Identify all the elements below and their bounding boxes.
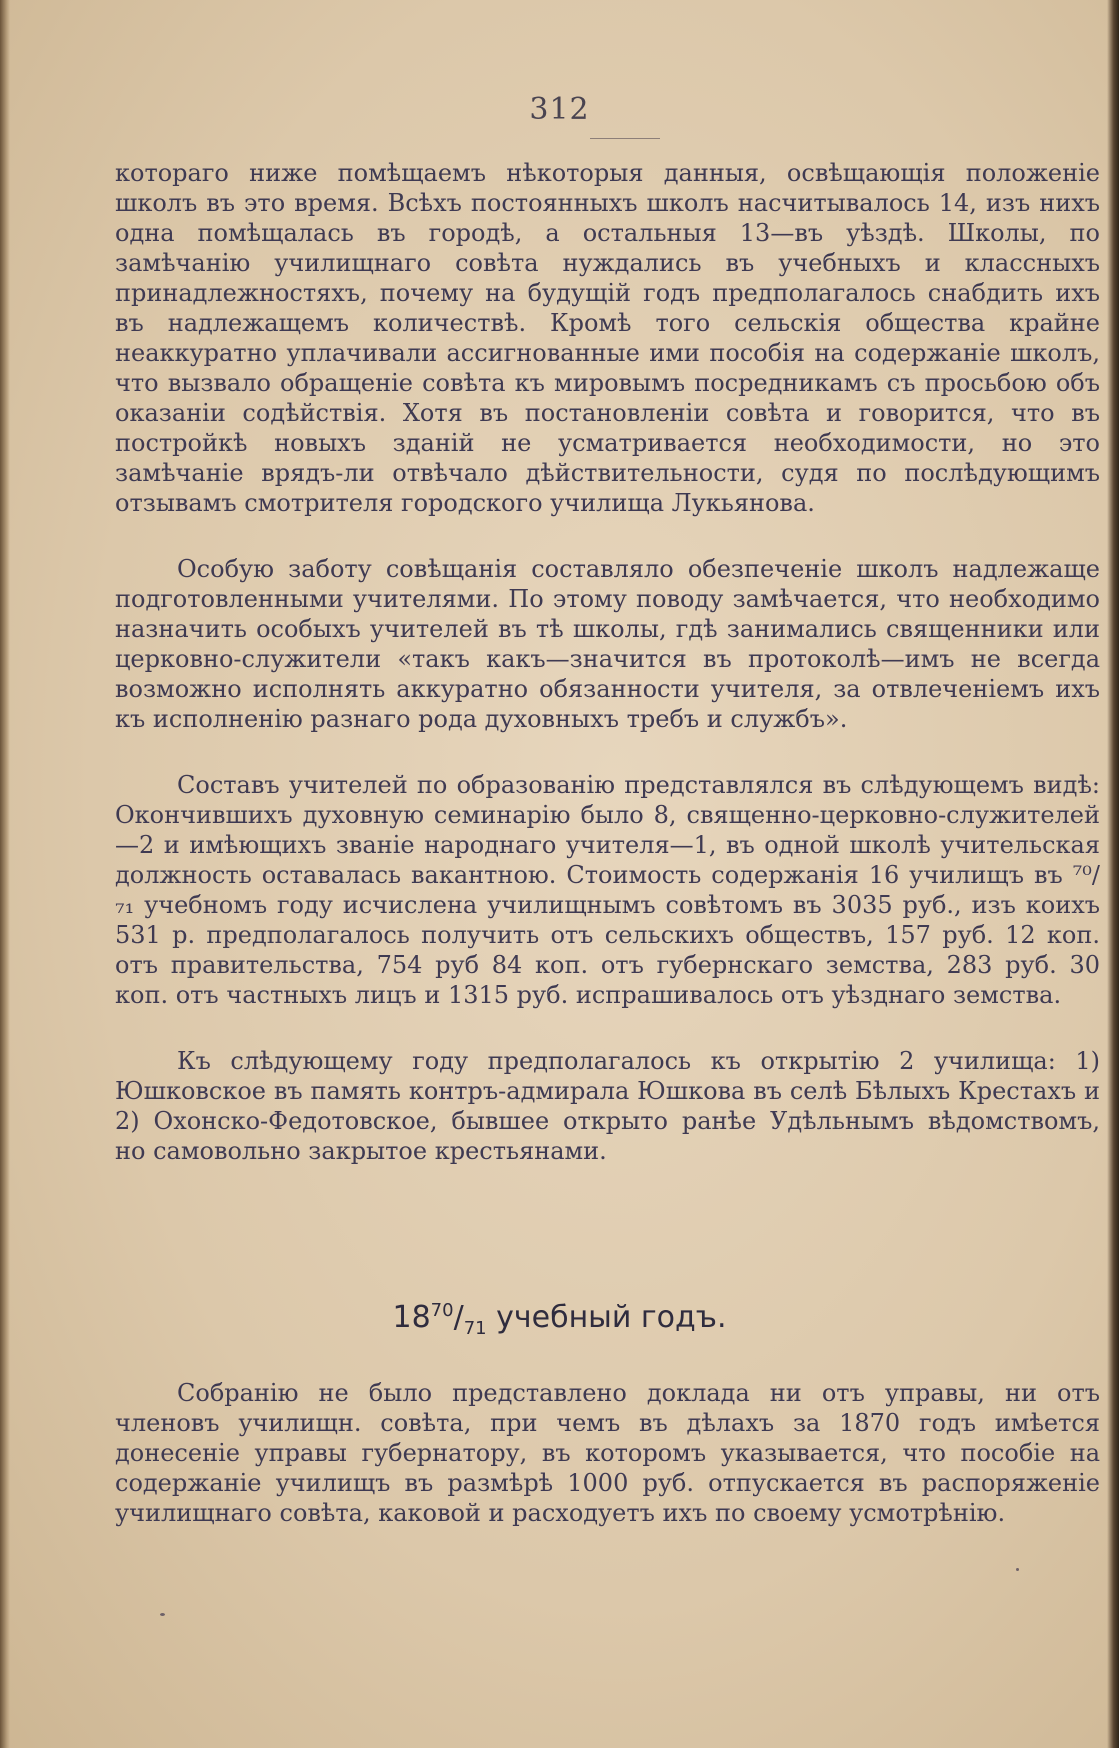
page-binding-edge bbox=[1107, 0, 1119, 1748]
paragraph-schools-data: котораго ниже помѣщаемъ нѣкоторыя данныя, освѣщающія положеніе школъ въ это время. Всѣхъ постоянныхъ школъ насчитывалось 14, изъ нихъ одна помѣщалась въ городѣ, а остальныя 13—въ уѣздѣ. Школы, по замѣчанію училищнаго совѣта нуждались въ учебныхъ и классныхъ принадлежностяхъ, почему на будущій годъ предполагалось снабдить ихъ въ надлежащемъ количествѣ. Кромѣ того сельскія общества крайне неаккуратно уплачивали ассигнованные ими пособія на содержаніе школъ, что вызвало обращеніе совѣта къ мировымъ посредникамъ съ просьбою объ оказаніи содѣйствія. Хотя въ постановленіи совѣта и говорится, что въ постройкѣ новыхъ зданій не усматривается необходимости, но это замѣчаніе врядъ-ли отвѣчало дѣйствительности, судя по послѣдующимъ отзывамъ смотрителя городского училища Лукьянова. bbox=[115, 159, 1100, 517]
ink-speck bbox=[1016, 1568, 1019, 1571]
header-rule bbox=[590, 138, 660, 139]
section-year-base: 18 bbox=[392, 1300, 431, 1335]
paragraph-teachers-composition: Составъ учителей по образованію представлялся въ слѣдующемъ видѣ: Окончившихъ духовную семинарію было 8, священно-церковно-служителей—2 и имѣющихъ званіе народнаго учителя—1, въ одной школѣ учительская должность оставалась вакантною. Стоимость содержанія 16 училищъ въ ⁷⁰/₇₁ учебномъ году исчислена училищнымъ совѣтомъ въ 3035 руб., изъ коихъ 531 р. предполагалось получить отъ сельскихъ обществъ, 157 руб. 12 коп. отъ правительства, 754 руб 84 коп. отъ губернскаго земства, 283 руб. 30 коп. отъ частныхъ лицъ и 1315 руб. испрашивалось отъ уѣзднаго земства. bbox=[115, 771, 1100, 1009]
paragraph-new-schools: Къ слѣдующему году предполагалось къ открытію 2 училища: 1) Юшковское въ память контръ-адмирала Юшкова въ селѣ Бѣлыхъ Крестахъ и 2) Охонско-Федотовское, бывшее открыто ранѣе Удѣльнымъ вѣдомствомъ, но самовольно закрытое крестьянами. bbox=[115, 1047, 1100, 1165]
section-text bbox=[115, 1378, 1100, 1528]
section-heading: $18^{70}/_{71}$ учебный годъ. bbox=[392, 1300, 727, 1339]
ink-speck bbox=[160, 1613, 165, 1616]
section-heading-text: учебный годъ. bbox=[486, 1300, 727, 1335]
main-text bbox=[115, 158, 1100, 1166]
paragraph-assembly-report: Собранію не было представлено доклада ни отъ управы, ни отъ членовъ училищн. совѣта, при чемъ въ дѣлахъ за 1870 годъ имѣется донесеніе управы губернатору, въ которомъ указывается, что пособіе на содержаніе училищъ въ размѣрѣ 1000 руб. отпускается въ распоряженіе училищнаго совѣта, каковой и расходуетъ ихъ по своему усмотрѣнію. bbox=[115, 1379, 1100, 1527]
section-year-sup: 70 bbox=[430, 1300, 454, 1321]
page-number: 312 bbox=[529, 92, 590, 127]
paragraph-teachers-care: Особую заботу совѣщанія составляло обезпеченіе школъ надлежаще подготовленными учителями. По этому поводу замѣчается, что необходимо назначить особыхъ учителей въ тѣ школы, гдѣ занимались священники или церковно-служители «такъ какъ—значится въ протоколѣ—имъ не всегда возможно исполнять аккуратно обязанности учителя, за отвлеченіемъ ихъ къ исполненію разнаго рода духовныхъ требъ и службъ». bbox=[115, 555, 1100, 733]
page-left-edge bbox=[0, 0, 10, 1748]
section-year-sub: 71 bbox=[463, 1318, 487, 1339]
